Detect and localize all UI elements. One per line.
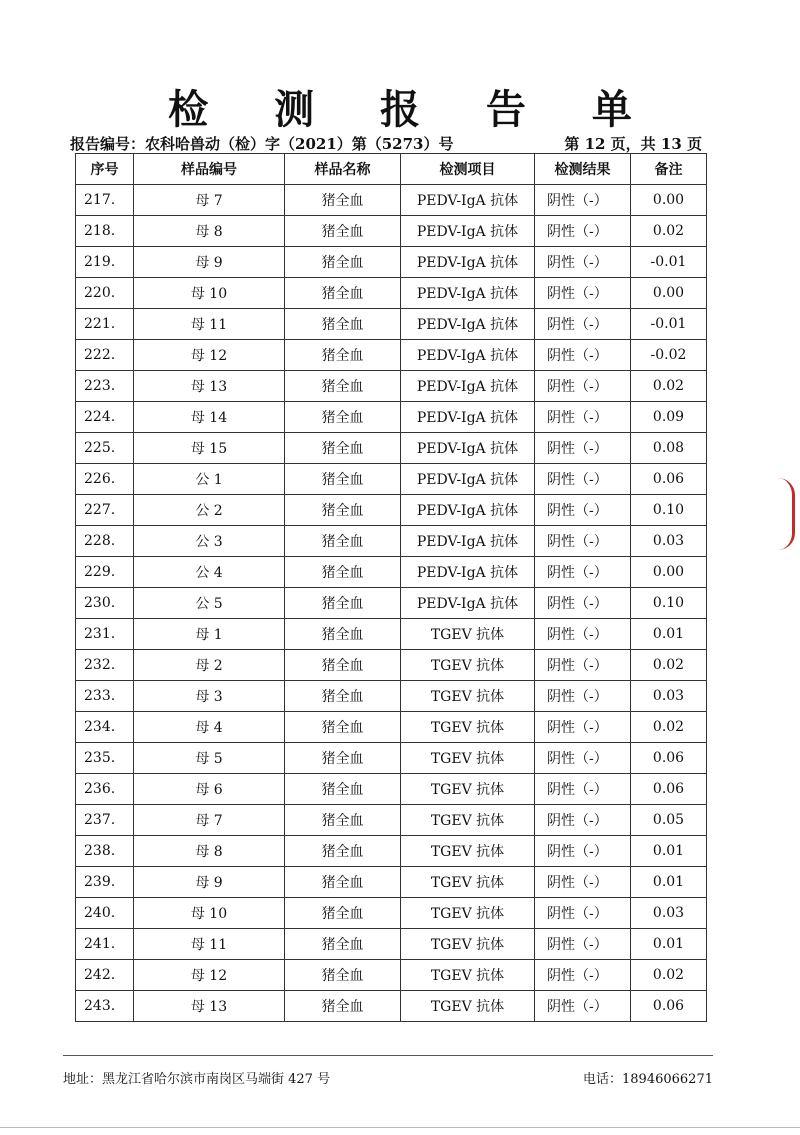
cell-seq: 222.	[76, 340, 134, 371]
cell-remark: 0.03	[631, 898, 707, 929]
table-row	[76, 650, 707, 681]
cell-sample-id: 母 9	[134, 867, 285, 898]
cell-test-item: TGEV 抗体	[401, 712, 535, 743]
cell-remark: -0.01	[631, 309, 707, 340]
cell-sample-id: 母 1	[134, 619, 285, 650]
cell-seq: 228.	[76, 526, 134, 557]
cell-test-result: 阴性（-）	[535, 836, 631, 867]
cell-seq: 230.	[76, 588, 134, 619]
cell-seq: 236.	[76, 774, 134, 805]
cell-sample-name: 猪全血	[285, 185, 401, 216]
footer-phone: 电话：18946066271	[583, 1072, 713, 1087]
header-test-item: 检测项目	[401, 154, 535, 185]
results-table	[75, 153, 707, 1022]
cell-remark: 0.03	[631, 681, 707, 712]
cell-seq: 233.	[76, 681, 134, 712]
cell-sample-name: 猪全血	[285, 650, 401, 681]
cell-test-result: 阴性（-）	[535, 402, 631, 433]
cell-remark: 0.01	[631, 836, 707, 867]
cell-sample-name: 猪全血	[285, 743, 401, 774]
cell-test-result: 阴性（-）	[535, 960, 631, 991]
page-info: 第 12 页，共 13 页	[564, 135, 702, 153]
cell-test-item: TGEV 抗体	[401, 681, 535, 712]
cell-sample-id: 公 1	[134, 464, 285, 495]
cell-test-item: PEDV-IgA 抗体	[401, 340, 535, 371]
cell-test-result: 阴性（-）	[535, 464, 631, 495]
cell-sample-name: 猪全血	[285, 898, 401, 929]
cell-test-item: PEDV-IgA 抗体	[401, 464, 535, 495]
cell-test-item: TGEV 抗体	[401, 867, 535, 898]
cell-test-item: PEDV-IgA 抗体	[401, 278, 535, 309]
cell-sample-id: 母 13	[134, 991, 285, 1022]
cell-seq: 229.	[76, 557, 134, 588]
table-body	[76, 185, 707, 1022]
table-row	[76, 526, 707, 557]
table-row	[76, 247, 707, 278]
cell-seq: 227.	[76, 495, 134, 526]
cell-test-result: 阴性（-）	[535, 650, 631, 681]
cell-test-result: 阴性（-）	[535, 929, 631, 960]
cell-remark: 0.06	[631, 774, 707, 805]
cell-test-item: TGEV 抗体	[401, 991, 535, 1022]
table-row	[76, 743, 707, 774]
cell-sample-name: 猪全血	[285, 588, 401, 619]
table-row	[76, 712, 707, 743]
report-number: 报告编号：农科哈兽动（检）字（2021）第（5273）号	[70, 135, 454, 153]
cell-test-result: 阴性（-）	[535, 867, 631, 898]
cell-sample-id: 公 4	[134, 557, 285, 588]
cell-remark: 0.08	[631, 433, 707, 464]
cell-test-item: PEDV-IgA 抗体	[401, 588, 535, 619]
cell-test-item: PEDV-IgA 抗体	[401, 247, 535, 278]
cell-sample-id: 母 2	[134, 650, 285, 681]
cell-remark: 0.05	[631, 805, 707, 836]
cell-seq: 242.	[76, 960, 134, 991]
cell-sample-name: 猪全血	[285, 681, 401, 712]
table-row	[76, 309, 707, 340]
report-title: 检 测 报 告 单	[168, 86, 658, 133]
footer-address: 地址：黑龙江省哈尔滨市南岗区马端街 427 号	[63, 1072, 331, 1087]
table-row	[76, 340, 707, 371]
cell-test-item: TGEV 抗体	[401, 960, 535, 991]
cell-test-item: TGEV 抗体	[401, 898, 535, 929]
cell-test-result: 阴性（-）	[535, 588, 631, 619]
table-row	[76, 464, 707, 495]
cell-remark: 0.02	[631, 371, 707, 402]
cell-sample-name: 猪全血	[285, 557, 401, 588]
cell-test-result: 阴性（-）	[535, 278, 631, 309]
header-test-result: 检测结果	[535, 154, 631, 185]
table-header-row	[76, 154, 707, 185]
cell-test-item: PEDV-IgA 抗体	[401, 433, 535, 464]
cell-sample-id: 母 12	[134, 340, 285, 371]
cell-test-result: 阴性（-）	[535, 526, 631, 557]
cell-test-result: 阴性（-）	[535, 185, 631, 216]
cell-sample-name: 猪全血	[285, 774, 401, 805]
cell-sample-name: 猪全血	[285, 805, 401, 836]
cell-test-item: PEDV-IgA 抗体	[401, 185, 535, 216]
table-row	[76, 433, 707, 464]
cell-remark: 0.02	[631, 960, 707, 991]
cell-test-result: 阴性（-）	[535, 712, 631, 743]
cell-sample-name: 猪全血	[285, 433, 401, 464]
table-row	[76, 278, 707, 309]
cell-sample-id: 公 5	[134, 588, 285, 619]
table-row	[76, 681, 707, 712]
cell-sample-name: 猪全血	[285, 867, 401, 898]
cell-seq: 218.	[76, 216, 134, 247]
cell-seq: 239.	[76, 867, 134, 898]
header-sample-name: 样品名称	[285, 154, 401, 185]
cell-test-item: TGEV 抗体	[401, 619, 535, 650]
cell-test-item: PEDV-IgA 抗体	[401, 216, 535, 247]
edge-stamp-mark	[778, 478, 795, 550]
cell-sample-id: 母 10	[134, 898, 285, 929]
table-row	[76, 991, 707, 1022]
cell-sample-id: 母 11	[134, 309, 285, 340]
page-bottom-edge	[0, 1127, 800, 1128]
cell-seq: 240.	[76, 898, 134, 929]
cell-sample-id: 母 3	[134, 681, 285, 712]
cell-sample-name: 猪全血	[285, 991, 401, 1022]
cell-test-item: TGEV 抗体	[401, 743, 535, 774]
cell-seq: 232.	[76, 650, 134, 681]
cell-test-item: TGEV 抗体	[401, 774, 535, 805]
table-row	[76, 960, 707, 991]
cell-sample-name: 猪全血	[285, 929, 401, 960]
cell-sample-id: 母 14	[134, 402, 285, 433]
table-row	[76, 836, 707, 867]
cell-test-result: 阴性（-）	[535, 619, 631, 650]
cell-sample-id: 母 8	[134, 836, 285, 867]
footer-divider	[63, 1055, 713, 1056]
cell-test-result: 阴性（-）	[535, 557, 631, 588]
cell-test-result: 阴性（-）	[535, 309, 631, 340]
cell-seq: 219.	[76, 247, 134, 278]
cell-remark: 0.01	[631, 929, 707, 960]
cell-test-result: 阴性（-）	[535, 433, 631, 464]
cell-test-result: 阴性（-）	[535, 805, 631, 836]
cell-sample-id: 母 15	[134, 433, 285, 464]
cell-seq: 237.	[76, 805, 134, 836]
cell-test-result: 阴性（-）	[535, 774, 631, 805]
cell-sample-name: 猪全血	[285, 960, 401, 991]
cell-sample-name: 猪全血	[285, 836, 401, 867]
cell-test-result: 阴性（-）	[535, 340, 631, 371]
cell-sample-id: 母 5	[134, 743, 285, 774]
cell-seq: 231.	[76, 619, 134, 650]
cell-remark: 0.10	[631, 588, 707, 619]
cell-sample-name: 猪全血	[285, 340, 401, 371]
cell-test-item: PEDV-IgA 抗体	[401, 309, 535, 340]
cell-seq: 225.	[76, 433, 134, 464]
cell-sample-name: 猪全血	[285, 495, 401, 526]
cell-sample-id: 母 12	[134, 960, 285, 991]
cell-seq: 235.	[76, 743, 134, 774]
cell-test-result: 阴性（-）	[535, 216, 631, 247]
cell-sample-id: 母 13	[134, 371, 285, 402]
cell-test-result: 阴性（-）	[535, 898, 631, 929]
cell-sample-id: 母 4	[134, 712, 285, 743]
cell-sample-id: 公 3	[134, 526, 285, 557]
table-row	[76, 929, 707, 960]
table-row	[76, 805, 707, 836]
cell-test-item: TGEV 抗体	[401, 929, 535, 960]
cell-seq: 223.	[76, 371, 134, 402]
cell-sample-name: 猪全血	[285, 464, 401, 495]
cell-sample-name: 猪全血	[285, 216, 401, 247]
cell-sample-id: 母 8	[134, 216, 285, 247]
cell-remark: 0.02	[631, 650, 707, 681]
cell-sample-id: 母 10	[134, 278, 285, 309]
cell-sample-name: 猪全血	[285, 371, 401, 402]
cell-remark: 0.00	[631, 278, 707, 309]
header-seq: 序号	[76, 154, 134, 185]
table-row	[76, 216, 707, 247]
cell-sample-name: 猪全血	[285, 526, 401, 557]
cell-test-item: PEDV-IgA 抗体	[401, 371, 535, 402]
cell-remark: -0.01	[631, 247, 707, 278]
cell-seq: 238.	[76, 836, 134, 867]
cell-seq: 234.	[76, 712, 134, 743]
cell-test-item: PEDV-IgA 抗体	[401, 557, 535, 588]
cell-test-result: 阴性（-）	[535, 743, 631, 774]
cell-test-result: 阴性（-）	[535, 371, 631, 402]
table-row	[76, 402, 707, 433]
cell-remark: 0.01	[631, 867, 707, 898]
cell-sample-id: 母 6	[134, 774, 285, 805]
cell-remark: 0.01	[631, 619, 707, 650]
cell-sample-name: 猪全血	[285, 278, 401, 309]
table-row	[76, 774, 707, 805]
cell-remark: 0.02	[631, 712, 707, 743]
cell-sample-name: 猪全血	[285, 309, 401, 340]
table-row	[76, 557, 707, 588]
cell-sample-id: 母 7	[134, 805, 285, 836]
cell-test-item: PEDV-IgA 抗体	[401, 402, 535, 433]
cell-remark: -0.02	[631, 340, 707, 371]
cell-sample-name: 猪全血	[285, 402, 401, 433]
cell-seq: 221.	[76, 309, 134, 340]
cell-seq: 226.	[76, 464, 134, 495]
cell-remark: 0.03	[631, 526, 707, 557]
cell-remark: 0.02	[631, 216, 707, 247]
cell-seq: 217.	[76, 185, 134, 216]
report-header-line	[70, 133, 710, 153]
cell-sample-id: 母 11	[134, 929, 285, 960]
cell-seq: 243.	[76, 991, 134, 1022]
cell-remark: 0.06	[631, 991, 707, 1022]
cell-test-result: 阴性（-）	[535, 495, 631, 526]
cell-remark: 0.09	[631, 402, 707, 433]
cell-seq: 241.	[76, 929, 134, 960]
cell-remark: 0.06	[631, 743, 707, 774]
cell-test-item: PEDV-IgA 抗体	[401, 526, 535, 557]
cell-sample-name: 猪全血	[285, 712, 401, 743]
cell-test-item: TGEV 抗体	[401, 805, 535, 836]
cell-test-item: TGEV 抗体	[401, 650, 535, 681]
table-row	[76, 371, 707, 402]
cell-test-result: 阴性（-）	[535, 681, 631, 712]
cell-sample-name: 猪全血	[285, 247, 401, 278]
table-row	[76, 588, 707, 619]
cell-seq: 220.	[76, 278, 134, 309]
header-sample-id: 样品编号	[134, 154, 285, 185]
cell-remark: 0.00	[631, 185, 707, 216]
cell-test-result: 阴性（-）	[535, 991, 631, 1022]
table-row	[76, 898, 707, 929]
cell-remark: 0.10	[631, 495, 707, 526]
cell-test-item: PEDV-IgA 抗体	[401, 495, 535, 526]
cell-remark: 0.06	[631, 464, 707, 495]
cell-sample-name: 猪全血	[285, 619, 401, 650]
table-row	[76, 619, 707, 650]
cell-sample-id: 母 9	[134, 247, 285, 278]
cell-test-item: TGEV 抗体	[401, 836, 535, 867]
footer	[63, 1068, 713, 1088]
cell-sample-id: 母 7	[134, 185, 285, 216]
cell-test-result: 阴性（-）	[535, 247, 631, 278]
table-row	[76, 185, 707, 216]
cell-remark: 0.00	[631, 557, 707, 588]
cell-seq: 224.	[76, 402, 134, 433]
header-remark: 备注	[631, 154, 707, 185]
table-row	[76, 495, 707, 526]
table-row	[76, 867, 707, 898]
cell-sample-id: 公 2	[134, 495, 285, 526]
